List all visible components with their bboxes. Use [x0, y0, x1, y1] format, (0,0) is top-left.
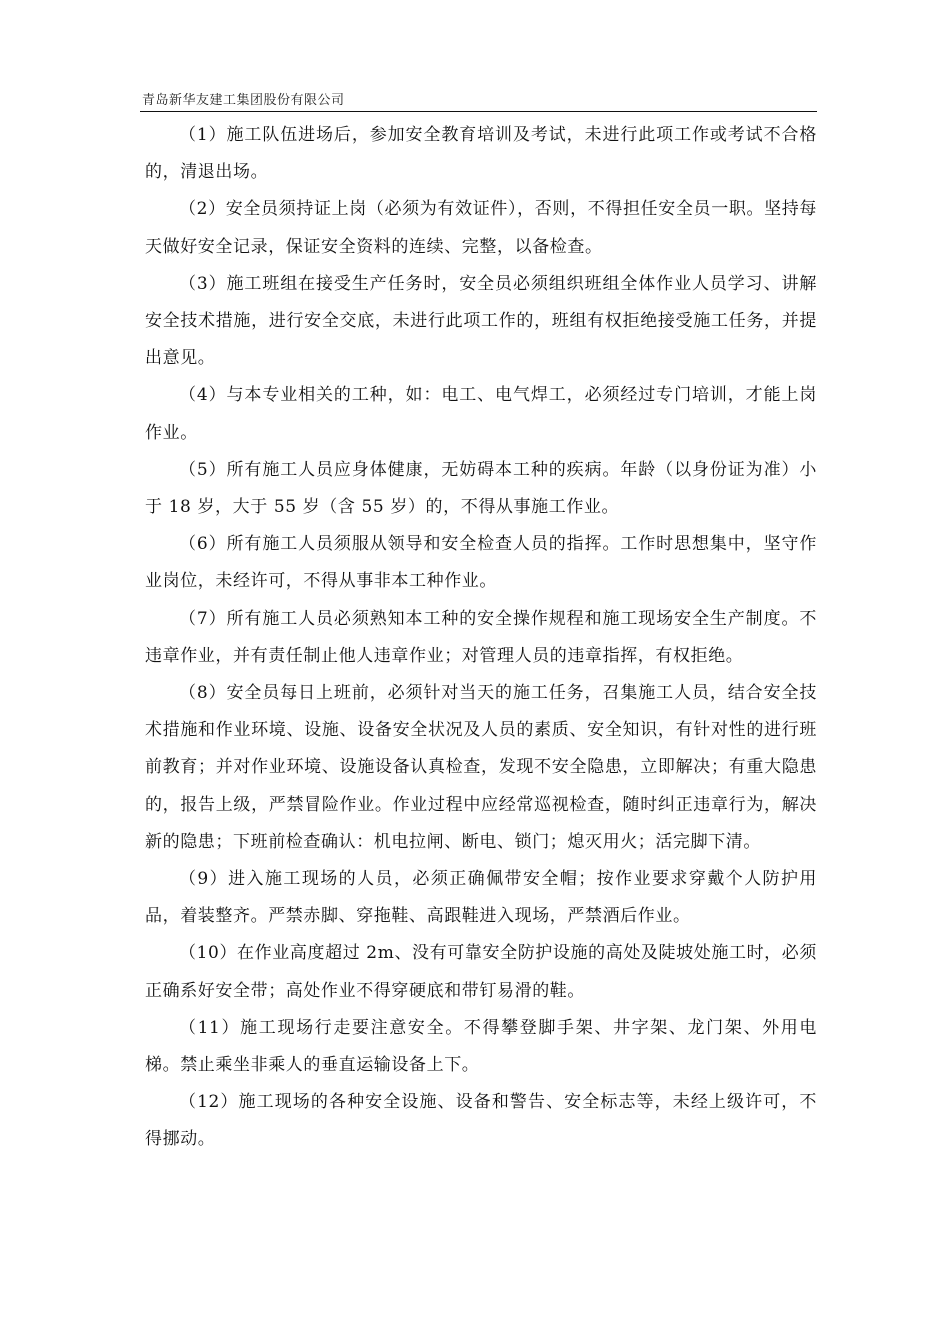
paragraph-3: （3）施工班组在接受生产任务时，安全员必须组织班组全体作业人员学习、讲解安全技术措施，进行安全交底，未进行此项工作的，班组有权拒绝接受施工任务，并提出意见。 — [145, 273, 817, 369]
paragraph-12: （12）施工现场的各种安全设施、设备和警告、安全标志等，未经上级许可，不得挪动。 — [145, 1092, 817, 1150]
header-divider — [140, 111, 817, 112]
paragraph-8: （8）安全员每日上班前，必须针对当天的施工任务，召集施工人员，结合安全技术措施和作业环境、设施、设备安全状况及人员的素质、安全知识，有针对性的进行班前教育；并对作业环境、设施设备认真检查，发现不安全隐患，立即解决；有重大隐患的，报告上级，严禁冒险作业。作业过程中应经常巡视检查，随时纠正违章行为，解决新的隐患；下班前检查确认：机电拉闸、断电、锁门；熄灭用火；活完脚下清。 — [145, 683, 817, 852]
paragraph-4: （4）与本专业相关的工种，如：电工、电气焊工，必须经过专门培训，才能上岗作业。 — [145, 385, 817, 443]
paragraph-5: （5）所有施工人员应身体健康，无妨碍本工种的疾病。年龄（以身份证为准）小于 18 岁，大于 55 岁（含 55 岁）的，不得从事施工作业。 — [145, 459, 817, 518]
paragraph-11: （11）施工现场行走要注意安全。不得攀登脚手架、井字架、龙门架、外用电梯。禁止乘坐非乘人的垂直运输设备上下。 — [145, 1017, 817, 1076]
paragraph-2: （2）安全员须持证上岗（必须为有效证件），否则，不得担任安全员一职。坚持每天做好安全记录，保证安全资料的连续、完整，以备检查。 — [145, 199, 817, 257]
document-body — [145, 117, 817, 1159]
header-company-name: 青岛新华友建工集团股份有限公司 — [142, 93, 345, 108]
paragraph-1: （1）施工队伍进场后，参加安全教育培训及考试，未进行此项工作或考试不合格的，清退出场。 — [145, 125, 817, 183]
paragraph-7: （7）所有施工人员必须熟知本工种的安全操作规程和施工现场安全生产制度。不违章作业，并有责任制止他人违章作业；对管理人员的违章指挥，有权拒绝。 — [145, 608, 817, 666]
paragraph-10: （10）在作业高度超过 2m、没有可靠安全防护设施的高处及陡坡处施工时，必须正确系好安全带；高处作业不得穿硬底和带钉易滑的鞋。 — [145, 943, 817, 1001]
paragraph-6: （6）所有施工人员须服从领导和安全检查人员的指挥。工作时思想集中，坚守作业岗位，未经许可，不得从事非本工种作业。 — [145, 534, 817, 592]
paragraph-9: （9）进入施工现场的人员，必须正确佩带安全帽；按作业要求穿戴个人防护用品，着装整齐。严禁赤脚、穿拖鞋、高跟鞋进入现场，严禁酒后作业。 — [145, 869, 817, 927]
